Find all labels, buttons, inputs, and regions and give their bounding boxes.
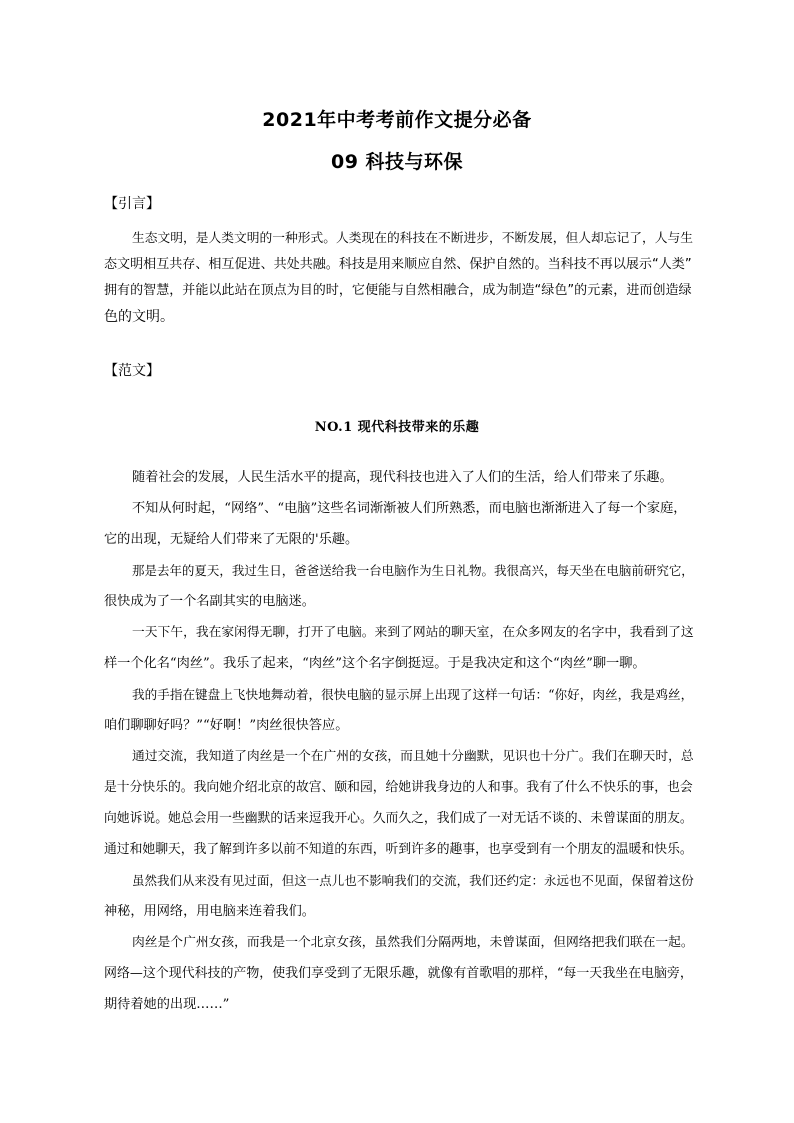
essay-line: 通过和她聊天，我了解到许多以前不知道的东西，听到许多的趣事，也享受到有一个朋友的温暖和快乐。 (104, 842, 693, 857)
essay-line: 样一个化名“肉丝”。我乐了起来，“肉丝”这个名字倒挺逗。于是我决定和这个“肉丝”聊一聊。 (104, 656, 646, 671)
essay-line: 我的手指在键盘上飞快地舞动着，很快电脑的显示屏上出现了这样一句话：“你好，肉丝，我是鸡丝， (132, 687, 694, 702)
essay-title: NO.1 现代科技带来的乐趣 (314, 420, 480, 435)
essay-line: 咱们聊聊好吗？”“好啊！”肉丝很快答应。 (104, 718, 349, 733)
essay-line: 向她诉说。她总会用一些幽默的话来逗我开心。久而久之，我们成了一对无话不谈的、未曾谋面的朋友。 (104, 811, 693, 826)
document-subtitle: 09 科技与环保 (330, 151, 464, 173)
intro-line: 态文明相互共存、相互促进、共处共融。科技是用来顺应自然、保护自然的。当科技不再以展示“人类” (104, 257, 692, 272)
essay-line: 是十分快乐的。我向她介绍北京的故宫、颐和园，给她讲我身边的人和事。我有了什么不快乐的事，也会 (104, 780, 693, 795)
intro-line: 拥有的智慧，并能以此站在顶点为目的时，它便能与自然相融合，成为制造“绿色”的元素，进而创造绿 (104, 283, 692, 298)
intro-paragraph (104, 226, 696, 330)
essay-line: 网络—这个现代科技的产物，使我们享受到了无限乐趣，就像有首歌唱的那样，“每一天我坐在电脑旁， (104, 966, 693, 981)
essay-line: 肉丝是个广州女孩，而我是一个北京女孩，虽然我们分隔两地，未曾谋面，但网络把我们联在一起。 (132, 935, 694, 950)
essay-line: 通过交流，我知道了肉丝是一个在广州的女孩，而且她十分幽默，见识也十分广。我们在聊天时，总 (132, 749, 694, 764)
essay-line: 很快成为了一个名副其实的电脑迷。 (104, 594, 315, 609)
essay-line: 它的出现，无疑给人们带来了无限的'乐趣。 (104, 532, 359, 547)
essay-line: 那是去年的夏天，我过生日，爸爸送给我一台电脑作为生日礼物。我很高兴，每天坐在电脑前研究它， (132, 563, 694, 578)
intro-section-tag: 【引言】 (104, 196, 160, 212)
essay-line: 神秘，用网络，用电脑来连着我们。 (104, 904, 315, 919)
essay-line: 不知从何时起，“网络”、“电脑”这些名词渐渐被人们所熟悉，而电脑也渐渐进入了每一个家庭， (132, 501, 687, 516)
document-title: 2021年中考考前作文提分必备 (262, 109, 532, 131)
essay-line: 期待着她的出现……” (104, 997, 230, 1012)
model-essay-section-tag: 【范文】 (104, 363, 160, 379)
essay-line: 随着社会的发展，人民生活水平的提高，现代科技也进入了人们的生活，给人们带来了乐趣。 (132, 470, 673, 485)
intro-line: 生态文明，是人类文明的一种形式。人类现在的科技在不断进步，不断发展，但人却忘记了，人与生 (132, 231, 693, 246)
intro-line: 色的文明。 (104, 309, 174, 325)
essay-body (104, 462, 696, 1020)
essay-line: 一天下午，我在家闲得无聊，打开了电脑。来到了网站的聊天室，在众多网友的名字中，我看到了这 (132, 625, 694, 640)
essay-line: 虽然我们从来没有见过面，但这一点儿也不影响我们的交流，我们还约定：永远也不见面，保留着这份 (132, 873, 694, 888)
